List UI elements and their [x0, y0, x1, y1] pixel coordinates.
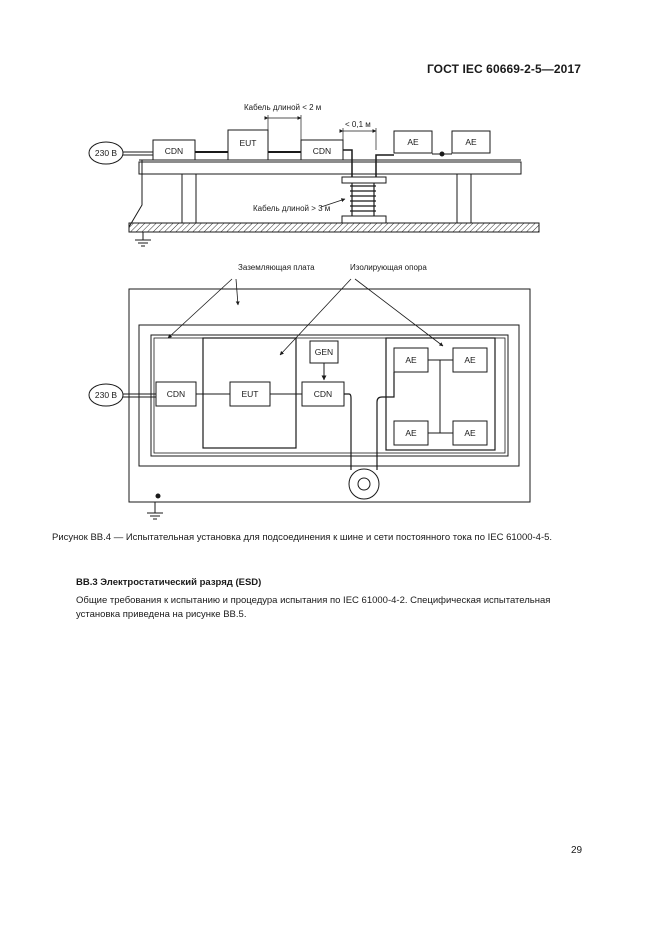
side-view	[89, 115, 539, 246]
top-view	[89, 279, 530, 519]
ae-2-label: AE	[464, 355, 476, 365]
ae-4-label: AE	[464, 428, 476, 438]
distance-label: < 0,1 м	[345, 120, 371, 129]
page-number: 29	[571, 845, 583, 856]
cdn-right-label-side: CDN	[312, 146, 332, 156]
table-leg-left	[182, 174, 196, 223]
standard-code: ГОСТ IEC 60669-2-5—2017	[426, 62, 581, 76]
eut-label-top: EUT	[241, 389, 259, 399]
cdn-left-label-top: CDN	[166, 389, 186, 399]
cable-coil-top	[349, 469, 379, 499]
coil-support-base	[342, 216, 386, 223]
figure-caption: Рисунок ВВ.4 — Испытательная установка для подсоединения к шине и сети постоянного тока по IEC 61000-4-5.	[52, 532, 553, 543]
table-leg-right	[457, 174, 471, 223]
ground-plane-label: Заземляющая плата	[238, 263, 315, 272]
ae-1-label: AE	[405, 355, 417, 365]
coil-support-top	[342, 177, 386, 183]
supply-label-top: 230 В	[94, 390, 118, 400]
section-body: Общие требования к испытанию и процедура испытания по IEC 61000-4-2. Специфическая испытательная установка приведена на рисунке ВВ.5.	[76, 595, 551, 620]
ae-right-label-side: AE	[465, 137, 477, 147]
cable-coil-side	[350, 183, 376, 216]
ae-3-label: AE	[405, 428, 417, 438]
ground-symbol-side	[135, 232, 151, 246]
gen-label: GEN	[314, 347, 334, 357]
eut-label-side: EUT	[239, 138, 257, 148]
floor-ground-plane	[129, 223, 539, 232]
ae-left-label-side: AE	[407, 137, 419, 147]
cdn-right-label-top: CDN	[313, 389, 333, 399]
cdn-left-label-side: CDN	[164, 146, 184, 156]
cable-length-top-label: Кабель длиной < 2 м	[244, 103, 322, 112]
insulating-support-label: Изолирующая опора	[350, 263, 427, 272]
supply-label-side: 230 В	[94, 148, 118, 158]
table-top	[139, 162, 521, 174]
ground-symbol-top	[147, 502, 163, 519]
section-heading: ВВ.3 Электростатический разряд (ESD)	[76, 577, 262, 588]
cable-length-coil-label: Кабель длиной > 3 м	[253, 204, 331, 213]
